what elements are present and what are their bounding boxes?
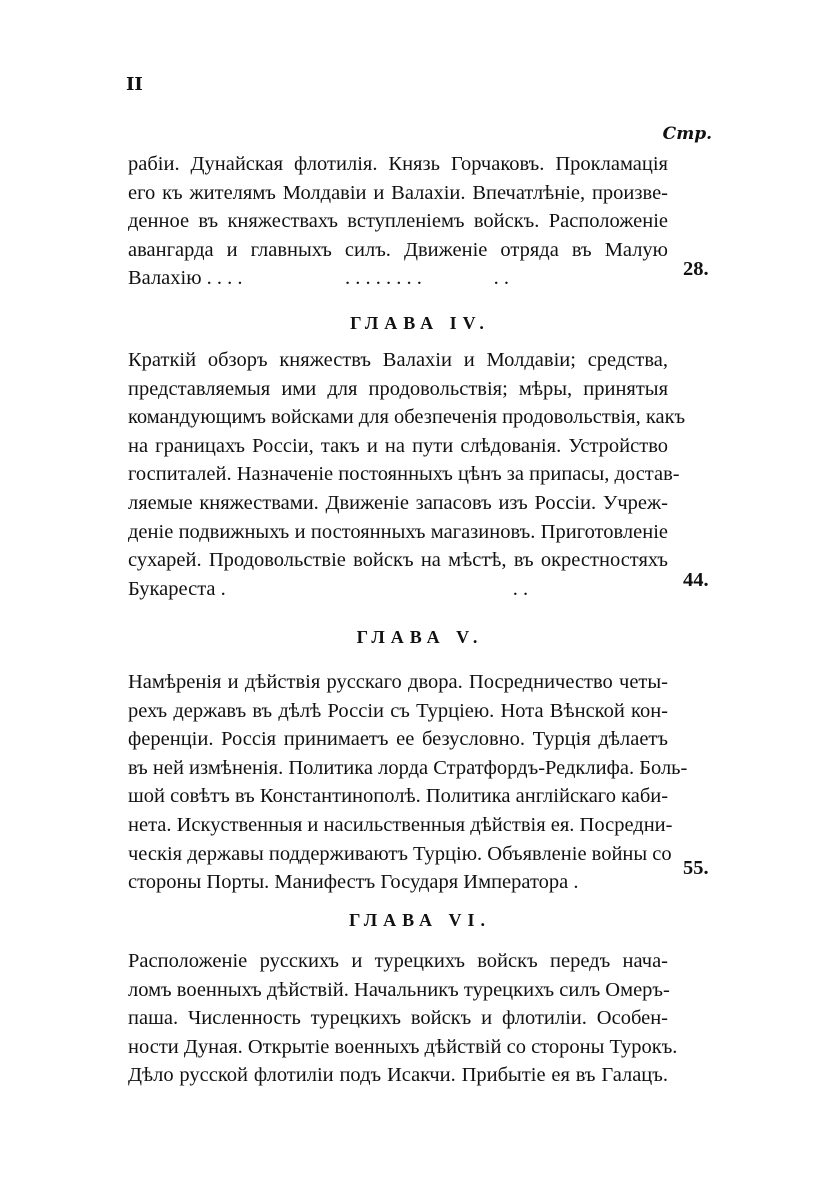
toc-entry-chapter-6 — [128, 947, 678, 1090]
entry-line: шой совѣтъ въ Константинополѣ. Политика англійскаго каби- — [128, 785, 669, 808]
chapter-heading: ГЛАВА V. — [356, 627, 484, 647]
entry-line: деніе подвижныхъ и постоянныхъ магазиновъ. Приготовленіе — [128, 520, 668, 543]
entry-line: командующимъ войсками для обезпеченія продовольствія, какъ — [128, 406, 686, 429]
entry-line: ческія державы поддерживаютъ Турцію. Объявленіе войны со — [128, 842, 672, 865]
entry-line: госпиталей. Назначеніе постоянныхъ цѣнъ за припасы, достав- — [128, 463, 680, 486]
entry-line: ности Дуная. Открытіе военныхъ дѣйствій со стороны Турокъ. — [128, 1035, 678, 1058]
entry-line: паша. Численность турецкихъ войскъ и флотиліи. Особен- — [128, 1007, 668, 1030]
entry-line: стороны Порты. Манифестъ Государя Императора . — [128, 871, 579, 894]
entry-line: его къ жителямъ Молдавіи и Валахіи. Впечатлѣніе, произве- — [128, 181, 668, 204]
entry-line: Расположеніе русскихъ и турецкихъ войскъ передъ нача- — [128, 950, 668, 972]
entry-line: авангарда и главныхъ силъ. Движеніе отряда въ Малую — [128, 238, 668, 261]
chapter-heading: ГЛАВА IV. — [350, 313, 490, 333]
page-reference: 28. — [683, 258, 709, 280]
entry-line: ломъ военныхъ дѣйствій. Начальникъ турецкихъ силъ Омеръ- — [128, 978, 670, 1001]
page-number: II — [126, 74, 143, 95]
entry-line: денное въ княжествахъ вступленіемъ войскъ. Расположеніе — [128, 210, 668, 233]
page-reference: 44. — [683, 569, 709, 591]
entry-line: представляемыя ими для продовольствія; мѣры, принятыя — [128, 377, 668, 400]
entry-line: нета. Искуственныя и насильственныя дѣйствія ея. Посредни- — [128, 813, 673, 836]
entry-line: въ ней измѣненія. Политика лорда Стратфордъ-Редклифа. Боль- — [128, 756, 688, 779]
entry-line: Валахію . . . . . . . . . . . . . . — [128, 267, 510, 290]
entry-line: ференціи. Россія принимаетъ ее безусловно. Турція дѣлаетъ — [128, 728, 668, 751]
toc-entry-chapter-4 — [128, 346, 686, 603]
entry-line: сухарей. Продовольствіе войскъ на мѣстѣ, въ окрестностяхъ — [128, 549, 668, 572]
entry-line: Дѣло русской флотиліи подъ Исакчи. Прибытіе ея въ Галацъ. — [128, 1064, 668, 1087]
entry-line: ляемые княжествами. Движеніе запасовъ изъ Россіи. Учреж- — [128, 491, 668, 514]
chapter-heading: ГЛАВА VI. — [348, 910, 492, 930]
entry-line: Намѣренія и дѣйствія русскаго двора. Посредничество четы- — [128, 671, 668, 693]
entry-line: рехъ державъ въ дѣлѣ Россіи съ Турціею. Нота Вѣнской кон- — [128, 699, 668, 722]
page-reference: 55. — [683, 857, 709, 879]
entry-line: рабіи. Дунайская флотилія. Князь Горчаковъ. Прокламація — [128, 153, 668, 175]
toc-entry-continuation — [128, 150, 668, 293]
toc-entry-chapter-5 — [128, 668, 688, 897]
entry-line: Краткій обзоръ княжествъ Валахіи и Молдавіи; средства, — [128, 349, 668, 371]
page-column-label: Стр. — [662, 124, 712, 144]
entry-line: на границахъ Россіи, такъ и на пути слѣдованія. Устройство — [128, 434, 668, 457]
entry-line: Букареста . . . — [128, 577, 529, 600]
